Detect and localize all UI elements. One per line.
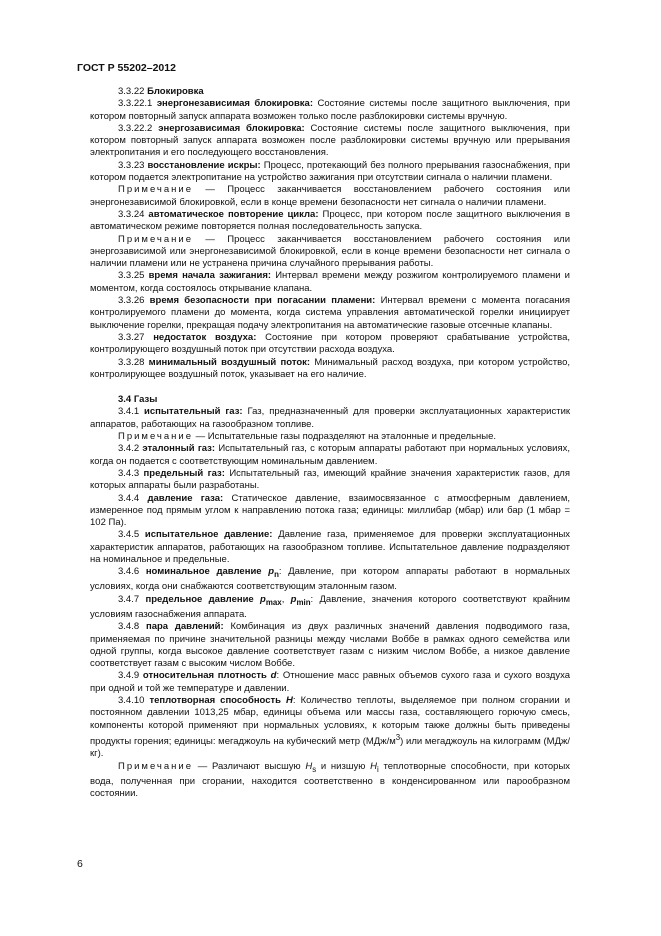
note-paragraph: Примечание — Различают высшую $H_s$ и низшую $H_i$ теплотворные способности, при которых вода, полученная при сгорании, находится соответственно в конденсированном или парообразном состоянии. — [90, 760, 571, 800]
definition-paragraph: 3.4.6 номинальное давление $p_n$: Давление, при котором аппараты работают в нормальных условиях, когда они снабжаются соответствующим эталонным газом. — [90, 566, 571, 593]
section-title: 3.3.22 Блокировка — [118, 86, 204, 97]
definition-paragraph: 3.3.24 автоматическое повторение цикла: Процесс, при котором после защитного выключения в автоматическом режиме повторяется полная последовательность запуска. — [90, 208, 570, 233]
definition-paragraph: 3.4.9 относительная плотность d: Отношение масс равных объемов сухого газа и сухого воздуха при одной и той же температуре и давлении. — [90, 670, 571, 694]
note-paragraph: Примечание — Процесс заканчивается восстановлением рабочего состояния или энергонезависимой блокировкой, если в конце времени безопасности нет сигнала о наличии пламени. — [90, 184, 571, 208]
definition-paragraph: 3.4.2 эталонный газ: Испытательный газ, с которым аппараты работают при нормальных условиях, когда он подается с соответствующим номинальным давлением. — [90, 443, 571, 467]
definition-paragraph: 3.3.25 время начала зажигания: Интервал времени между розжигом контролируемого пламени и моментом, когда состоялось открывание клапана. — [90, 270, 570, 294]
definition-paragraph: 3.4.3 предельный газ: Испытательный газ, имеющий крайние значения характеристик газов, для которых аппараты были разработаны. — [90, 467, 570, 492]
note-paragraph: Примечание — Испытательные газы подразделяют на эталонные и предельные. — [118, 431, 497, 443]
definition-paragraph: 3.3.28 минимальный воздушный поток: Минимальный расход воздуха, при котором устройство, контролирующее воздушный поток, указывает на его наличие. — [90, 356, 571, 380]
definition-paragraph: 3.4.7 предельное давление $p_{max}$, $p_{min}$: Давление, значения которого соответствуют крайним условиям газоснабжения аппарата. — [90, 593, 571, 620]
definition-paragraph: 3.4.10 теплотворная способность H: Количество теплоты, выделяемое при полном сгорании и постоянном давлении 1013,25 мбар, единицы объема или массы газа, составляющего горючую смесь, компоненты которой применяют при нормальных условиях, к которым также должны быть приведены продукты горения; единицы: мегаджоуль на кубический метр $(МДж/м^3)$ или мегаджоуль на килограмм (МДж/кг). — [90, 695, 570, 760]
definition-paragraph: 3.4.8 пара давлений: Комбинация из двух различных значений давления подводимого газа, применяемая по причине значительной разницы между числами Воббе в рамках одного семейства или одной группы, когда высокое давление соответствует газам с низким числом Воббе, а низкое давление соответствует газам с высоким числом Воббе. — [90, 621, 571, 670]
definition-paragraph: 3.4.5 испытательное давление: Давление газа, применяемое для проверки эксплуатационных характеристик аппаратов, работающих на газообразном топливе. Испытательное давление подразделяют на номинальное и предельные. — [90, 529, 571, 565]
definition-paragraph: 3.3.22.2 энергозависимая блокировка: Состояние системы после защитного выключения, при котором повторный запуск аппарата возможен после разблокировки системы вручную или прерывания электропитания и его последующего восстановления. — [90, 122, 570, 159]
note-paragraph: Примечание — Процесс заканчивается восстановлением рабочего состояния или энергозависимой или энергонезависимой блокировкой, если в конце времени безопасности нет сигнала о наличии пламени или не устранена причина случайного прерывания работы. — [90, 233, 571, 270]
document-body — [90, 86, 570, 800]
document-header: ГОСТ Р 55202–2012 — [77, 62, 176, 74]
definition-paragraph: 3.3.27 недостаток воздуха: Состояние при котором проверяют срабатывание устройства, контролирующего воздушный поток при отсутствии расхода воздуха. — [90, 331, 570, 356]
page-number: 6 — [77, 858, 83, 870]
definition-paragraph: 3.3.22.1 энергонезависимая блокировка: Состояние системы после защитного выключения, при котором повторный запуск аппарата возможен только после разблокировки системы вручную. — [90, 98, 570, 122]
definition-paragraph: 3.4.1 испытательный газ: Газ, предназначенный для проверки эксплуатационных характеристик аппаратов, работающих на газообразном топливе. — [90, 406, 571, 430]
definition-paragraph: 3.3.26 время безопасности при погасании пламени: Интервал времени с момента погасания контролируемого пламени до момента, когда система управления автоматической горелки инициирует выключение горелки, прекращая подачу электропитания на автоматические газовые отсечные клапаны. — [90, 295, 571, 331]
definition-paragraph: 3.4.4 давление газа: Статическое давление, взаимосвязанное с атмосферным давлением, измеренное под прямым углом к направлению потока газа; единицы: миллибар (мбар) или бар (1 мбар = 102 Па). — [90, 492, 571, 529]
definition-paragraph: 3.3.23 восстановление искры: Процесс, протекающий без полного прерывания газоснабжения, при котором подается электропитание на устройство зажигания при отсутствии сигнала о наличии пламени. — [90, 159, 571, 184]
section-title: 3.4 Газы — [118, 394, 158, 406]
